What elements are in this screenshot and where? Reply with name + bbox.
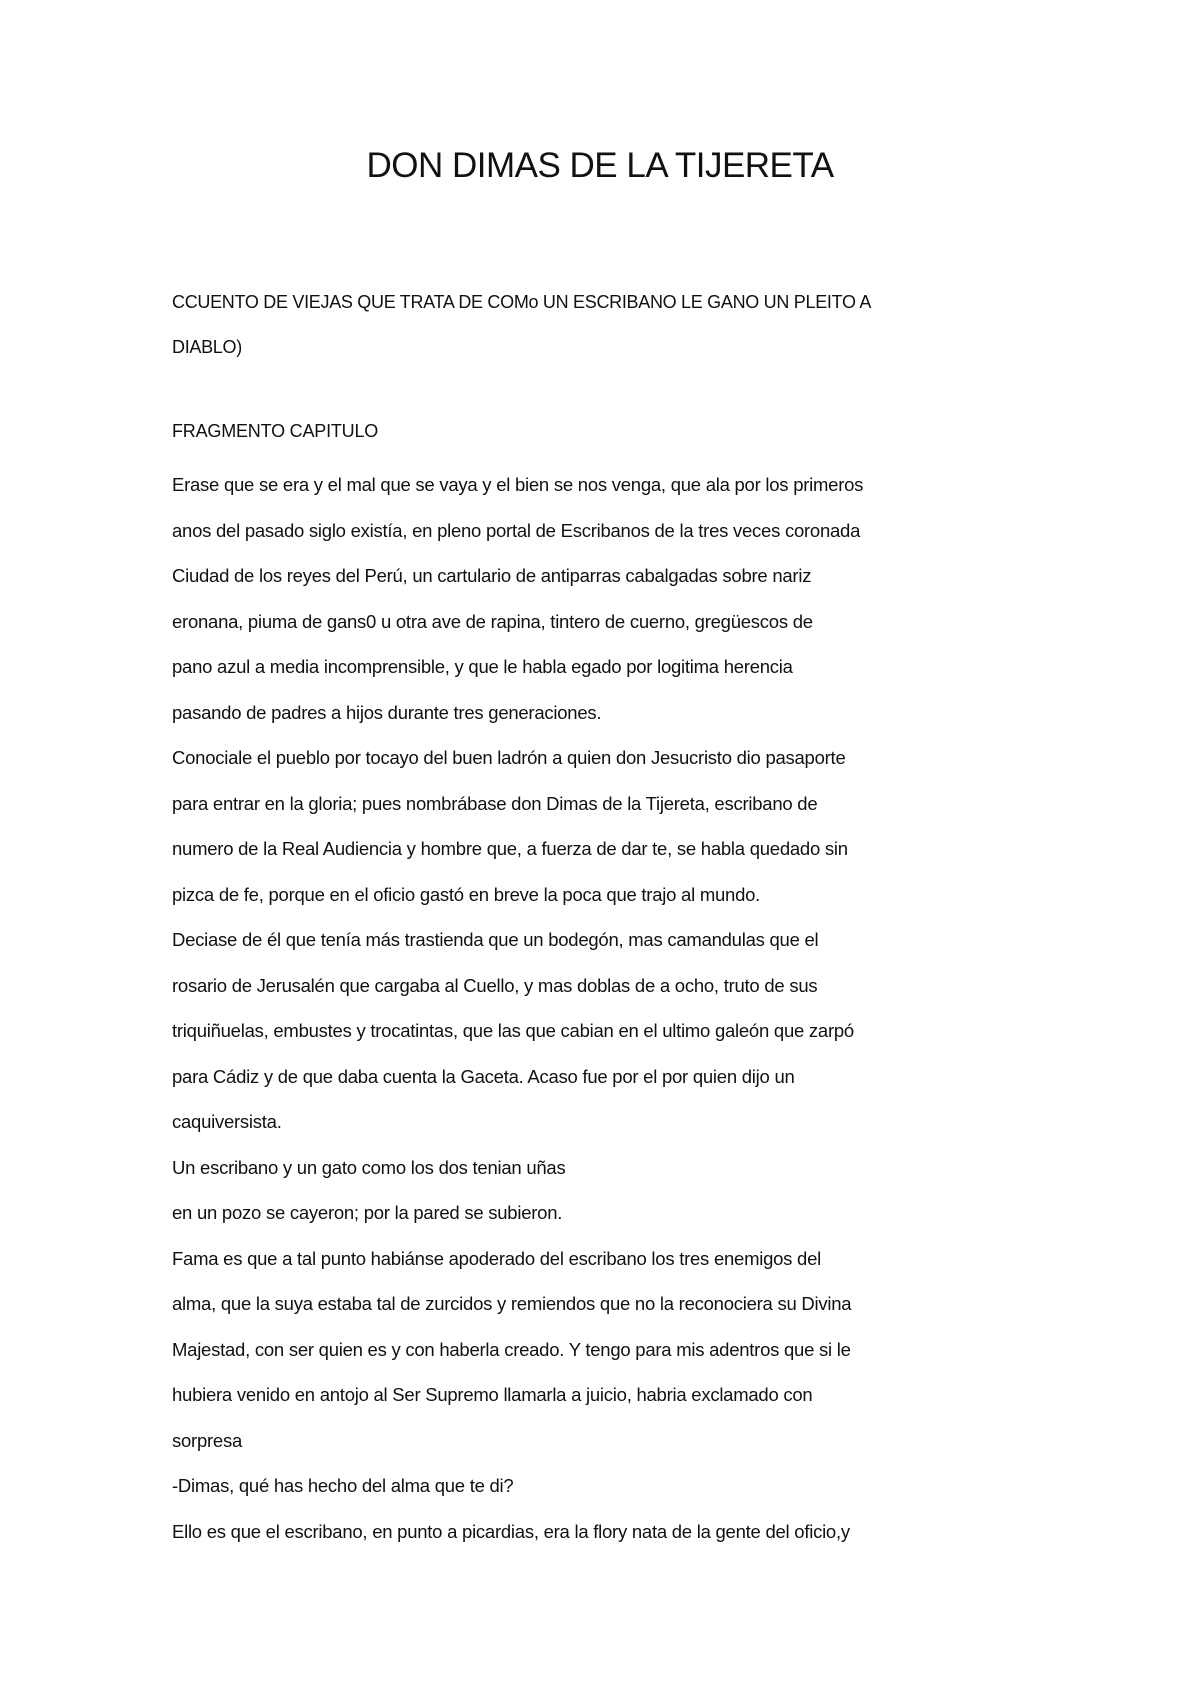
- body-line: eronana, piuma de gans0 u otra ave de rapina, tintero de cuerno, gregüescos de: [172, 610, 813, 632]
- body-line: numero de la Real Audiencia y hombre que, a fuerza de dar te, se habla quedado sin: [172, 838, 848, 859]
- subtitle-line: CCUENTO DE VIEJAS QUE TRATA DE COMo UN ESCRIBANO LE GANO UN PLEITO A: [172, 292, 872, 312]
- subtitle-line: DIABLO): [172, 337, 242, 357]
- body-line: pizca de fe, porque en el oficio gastó en breve la poca que trajo al mundo.: [172, 883, 761, 905]
- body-line: para entrar en la gloria; pues nombrábase don Dimas de la Tijereta, escribano de: [172, 792, 818, 814]
- body-line: Erase que se era y el mal que se vaya y el bien se nos venga, que ala por los primeros: [172, 474, 864, 495]
- body-line: hubiera venido en antojo al Ser Supremo llamarla a juicio, habria exclamado con: [172, 1384, 813, 1405]
- body-line: Ciudad de los reyes del Perú, un cartulario de antiparras cabalgadas sobre nariz: [172, 565, 812, 586]
- body-line: -Dimas, qué has hecho del alma que te di?: [172, 1475, 514, 1496]
- body-line: pano azul a media incomprensible, y que le habla egado por logitima herencia: [172, 656, 793, 677]
- body-line: pasando de padres a hijos durante tres generaciones.: [172, 701, 602, 723]
- body-line: rosario de Jerusalén que cargaba al Cuello, y mas doblas de a ocho, truto de sus: [172, 974, 818, 996]
- body-line: caquiversista.: [172, 1111, 282, 1132]
- body-line: Fama es que a tal punto habiánse apoderado del escribano los tres enemigos del: [172, 1247, 821, 1269]
- body-line: anos del pasado siglo existía, en pleno portal de Escribanos de la tres veces coronada: [172, 519, 861, 541]
- document-subtitle: [172, 280, 972, 370]
- body-line: triquiñuelas, embustes y trocatintas, que las que cabian en el ultimo galeón que zarpó: [172, 1020, 854, 1041]
- document-title: DON DIMAS DE LA TIJERETA: [366, 146, 834, 185]
- body-line: Un escribano y un gato como los dos tenian uñas: [172, 1156, 566, 1178]
- body-line: sorpresa: [172, 1429, 242, 1451]
- body-text: [172, 462, 992, 1554]
- body-line: Ello es que el escribano, en punto a picardias, era la flory nata de la gente del oficio,y: [172, 1520, 850, 1542]
- body-line: en un pozo se cayeron; por la pared se subieron.: [172, 1202, 563, 1223]
- body-line: Deciase de él que tenía más trastienda que un bodegón, mas camandulas que el: [172, 929, 819, 950]
- body-line: Conociale el pueblo por tocayo del buen ladrón a quien don Jesucristo dio pasaporte: [172, 747, 846, 768]
- section-label: FRAGMENTO CAPITULO: [172, 421, 379, 441]
- body-line: Majestad, con ser quien es y con haberla creado. Y tengo para mis adentros que si le: [172, 1338, 851, 1360]
- body-line: para Cádiz y de que daba cuenta la Gaceta. Acaso fue por el por quien dijo un: [172, 1065, 795, 1087]
- body-line: alma, que la suya estaba tal de zurcidos y remiendos que no la reconociera su Divina: [172, 1293, 852, 1314]
